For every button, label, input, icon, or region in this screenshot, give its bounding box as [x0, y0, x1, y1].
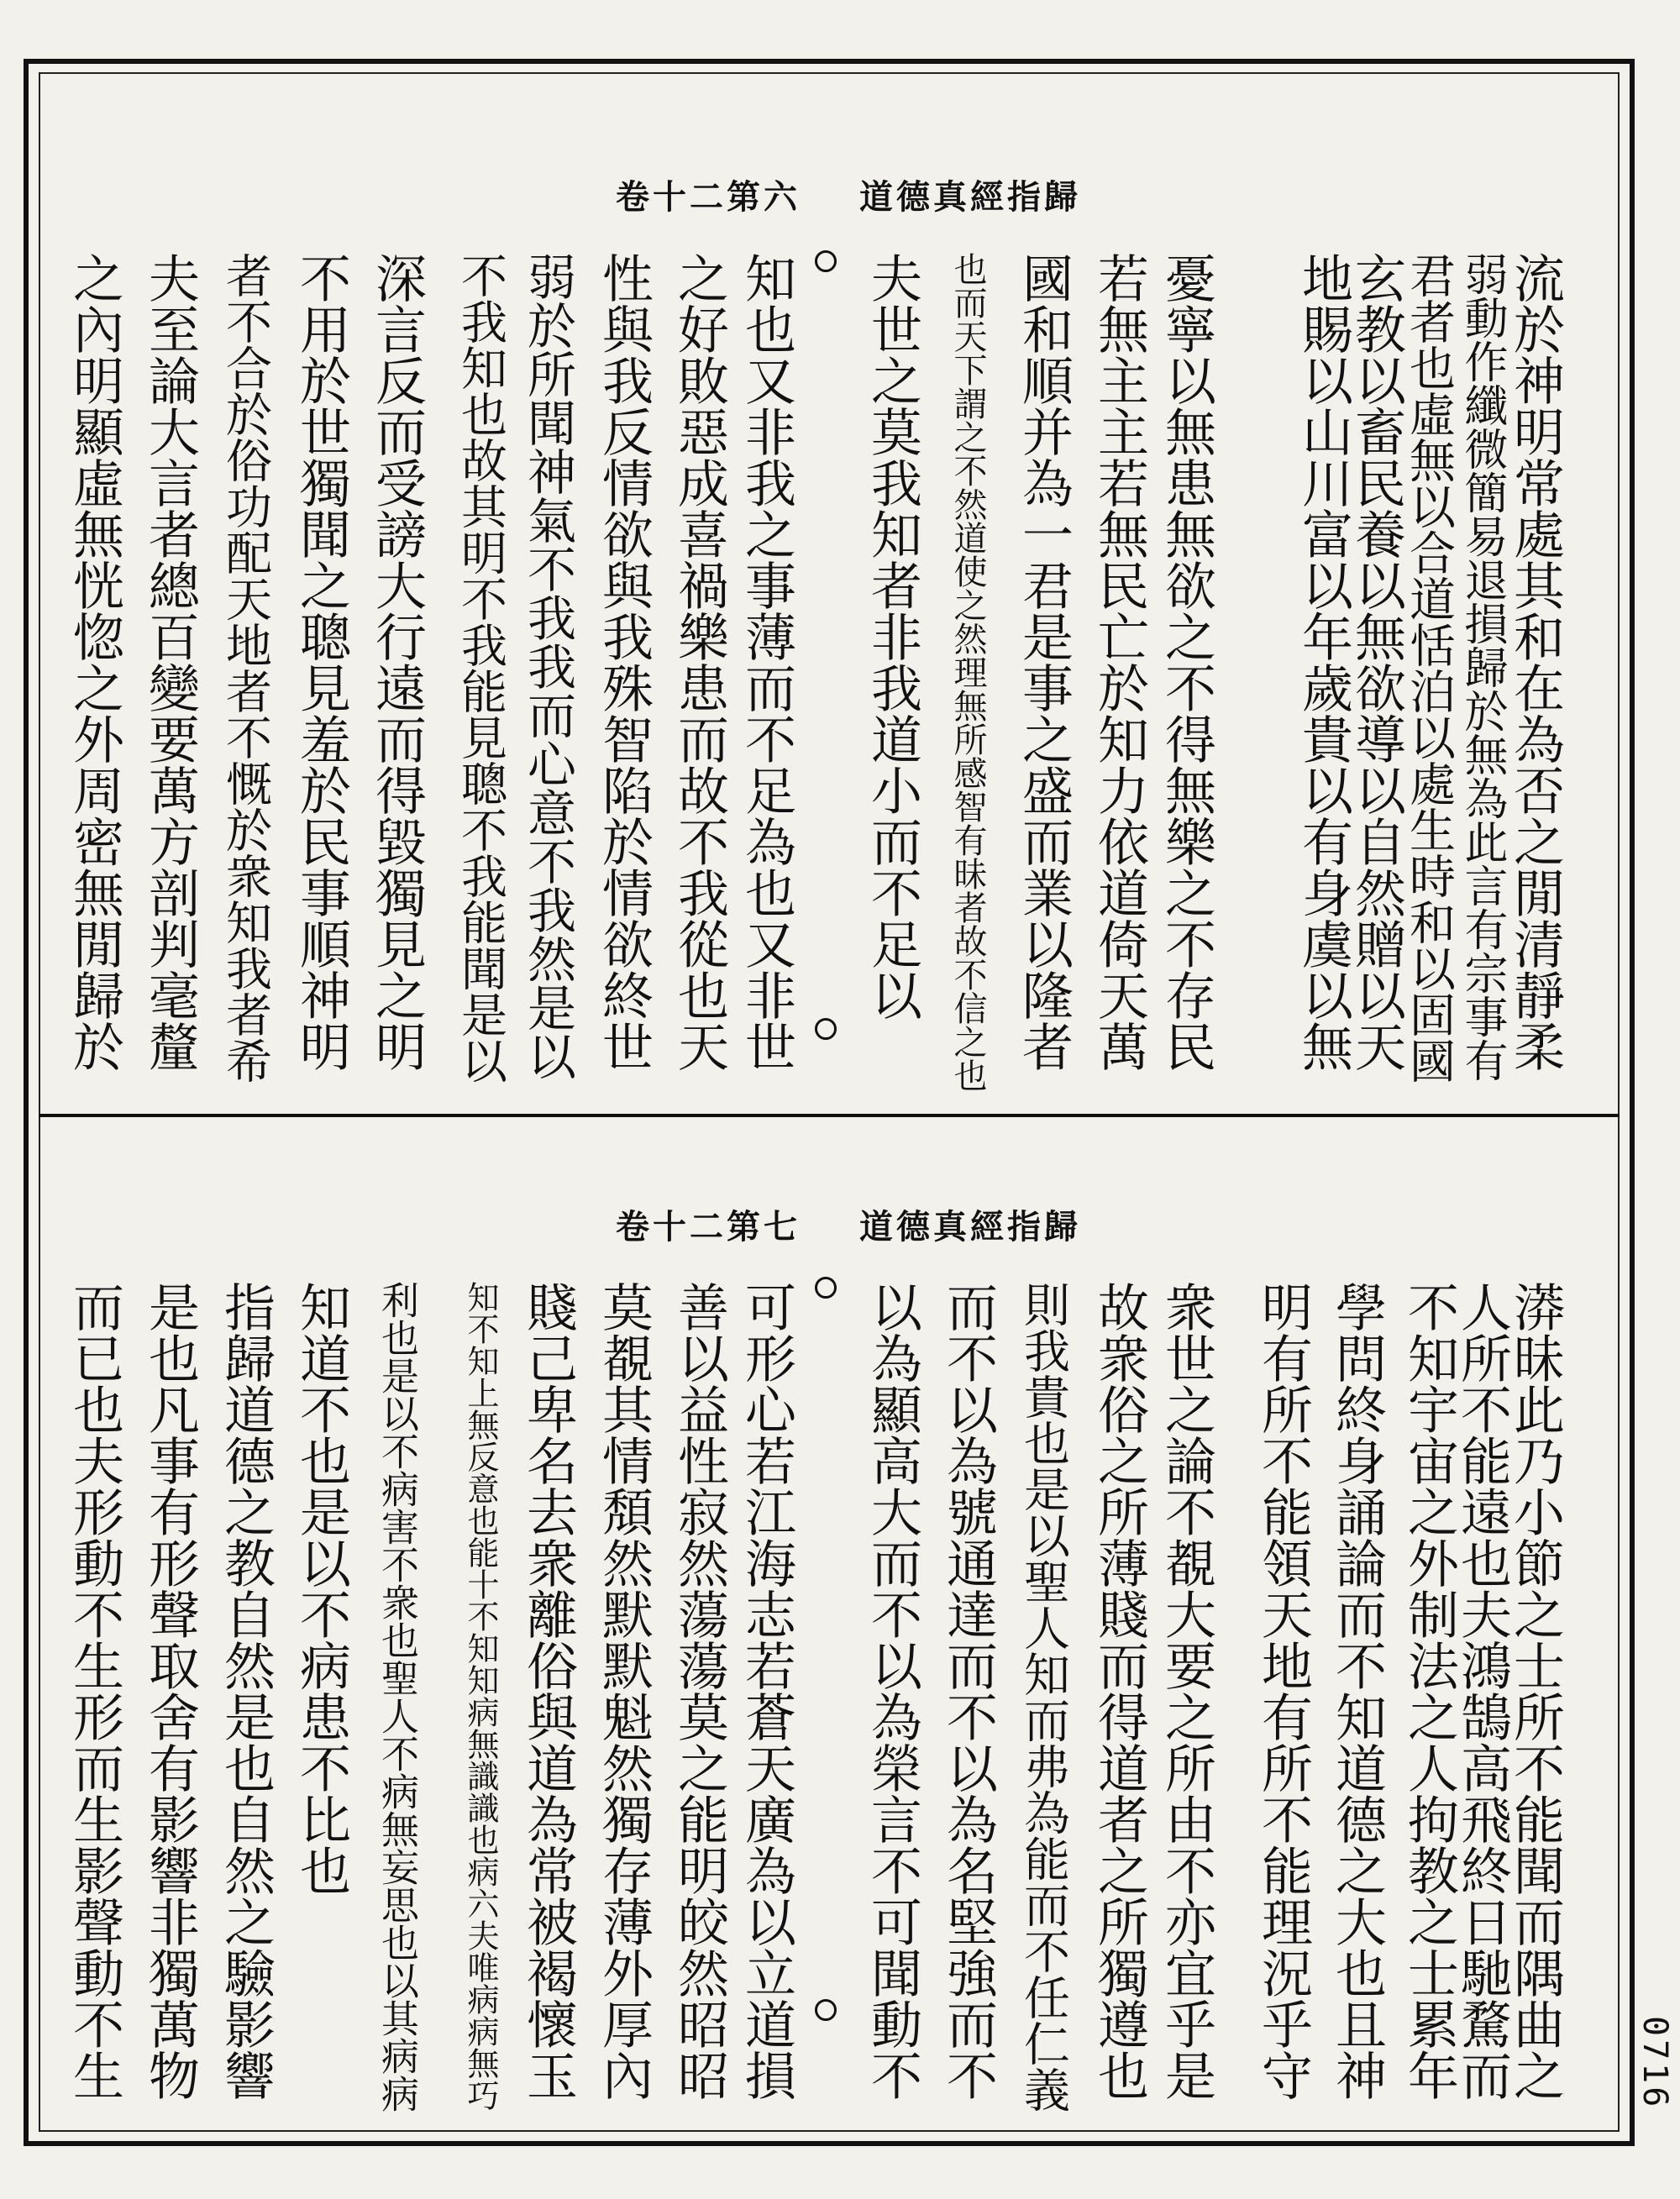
text-column: 利也是以不病害不衆也聖人不病無妄思也以其病病	[375, 1281, 419, 2112]
text-column: 莫覩其情頽然默默魁然獨存薄外厚內	[594, 1281, 654, 2101]
text-column: 以為顯高大而不以為榮言不可聞動不	[863, 1281, 922, 2101]
text-column: 君者也虛無以合道恬泊以處生時和以固國	[1402, 252, 1456, 1084]
text-column: 也而天下謂之不然道使之然理無所感智有昧者故不信之也	[948, 252, 987, 1092]
text-column: 玄教以畜民養以無欲導以自然贈以天	[1347, 252, 1406, 1072]
top-chapter-label: 卷十二第六	[616, 177, 801, 217]
bottom-page-header	[470, 1206, 1226, 1248]
text-column: 之好敗惡成喜禍樂患而故不我從也天	[669, 252, 729, 1072]
text-column: 衆世之論不覩大要之所由不亦宜乎是	[1157, 1281, 1216, 2101]
bottom-book-title: 道德真經指歸	[859, 1207, 1081, 1246]
text-column: 明有所不能領天地有所不能理況乎守	[1253, 1281, 1313, 2101]
text-column: 善以益性寂然蕩蕩莫之能明皎然昭昭	[669, 1281, 729, 2101]
text-column: 而已也夫形動不生形而生影聲動不生	[65, 1281, 124, 2101]
text-column: 則我貴也是以聖人知而弗為能而不任仁義	[1016, 1281, 1070, 2112]
text-column: 賤己卑名去衆離俗與道為常被褐懷玉	[518, 1281, 578, 2101]
text-column: 深言反而受謗大行遠而得毀獨見之明	[367, 252, 427, 1072]
top-paragraph-circle-marker	[815, 1018, 837, 1040]
text-column: 憂寧以無患無欲之不得無樂之不存民	[1157, 252, 1216, 1072]
text-column: 國和順并為一君是事之盛而業以隆者	[1014, 252, 1074, 1072]
top-page-header	[470, 176, 1226, 218]
text-column: 夫至論大言者總百變要萬方剖判毫釐	[140, 252, 200, 1072]
bottom-chapter-label: 卷十二第七	[616, 1207, 801, 1246]
text-column: 故衆俗之所薄賤而得道者之所獨遵也	[1089, 1281, 1149, 2101]
half-page-divider	[39, 1114, 1620, 1117]
text-column: 不知宇宙之外制法之人拘教之士累年	[1399, 1281, 1459, 2101]
bottom-section-circle-marker	[815, 1277, 837, 1299]
text-column: 弱動作纖微簡易退損歸於無為此言有宗事有	[1457, 252, 1507, 1082]
text-column: 者不合於俗功配天地者不慨於衆知我者希	[218, 252, 272, 1084]
text-column: 流於神明常處其和在為否之閒清靜柔	[1505, 252, 1565, 1072]
text-column: 不我知也故其明不我能見聰不我能聞是以	[454, 252, 507, 1084]
top-book-title: 道德真經指歸	[859, 177, 1081, 217]
bottom-paragraph-circle-marker	[815, 1999, 837, 2021]
top-section-circle-marker	[815, 250, 837, 272]
text-column: 不用於世獨聞之聰見羞於民事順神明	[291, 252, 351, 1072]
text-column: 弱於所聞神氣不我我而心意不我然是以	[519, 252, 576, 1080]
text-column: 夫世之莫我知者非我道小而不足以	[863, 252, 922, 1021]
text-column: 地賜以山川富以年歲貴以有身虞以無	[1294, 252, 1353, 1072]
text-column: 而不以為號通達而不以為名堅強而不	[938, 1281, 998, 2101]
text-column: 指歸道德之教自然是也自然之驗影響	[216, 1281, 276, 2101]
text-column: 知不知上無反意也能十不知知病無識識也病六夫唯病病無巧	[462, 1281, 499, 2111]
page-number: 0716	[1635, 2016, 1674, 2111]
text-column: 之內明顯虛無恍惚之外周密無閒歸於	[65, 252, 124, 1072]
text-column: 若無主主若無民亡於知力依道倚天萬	[1089, 252, 1149, 1072]
text-column: 人所不能遠也夫鴻鵠高飛終日馳騖而	[1452, 1281, 1512, 2101]
text-column: 知道不也是以不病患不比也	[291, 1281, 351, 1896]
text-column: 學問終身誦論而不知道德之大也且神	[1327, 1281, 1387, 2101]
text-column: 知也又非我之事薄而不足為也又非世	[737, 252, 796, 1072]
text-column: 漭昧此乃小節之士所不能聞而隅曲之	[1505, 1281, 1565, 2101]
text-column: 可形心若江海志若蒼天廣為以立道損	[737, 1281, 796, 2101]
text-column: 是也凡事有形聲取舍有影響非獨萬物	[140, 1281, 200, 2101]
text-column: 性與我反情欲與我殊智陷於情欲終世	[594, 252, 654, 1072]
